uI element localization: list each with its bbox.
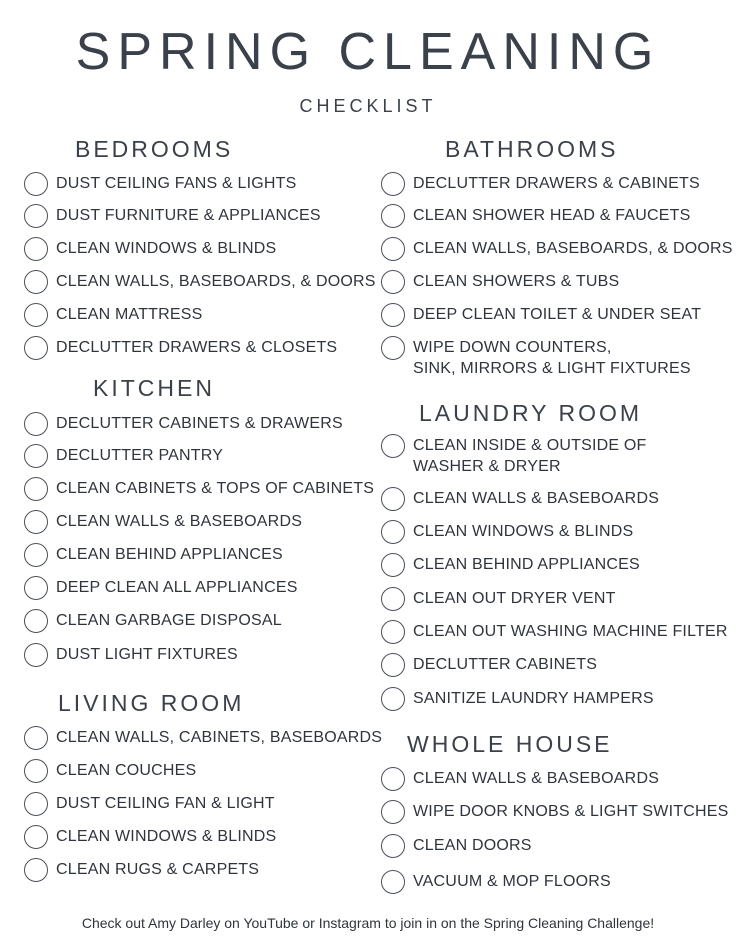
checklist-item[interactable] [381,270,619,294]
item-label [413,336,691,379]
section-heading-bathrooms: BATHROOMS [445,136,619,162]
checkbox-circle[interactable] [24,412,48,436]
item-label: DUST LIGHT FIXTURES [56,646,238,663]
item-label: CLEAN DOORS [413,837,532,854]
checklist-item[interactable] [24,237,276,261]
checkbox-circle[interactable] [24,858,48,882]
item-label: DUST FURNITURE & APPLIANCES [56,207,321,224]
checklist-item[interactable] [381,553,640,577]
checkbox-circle[interactable] [381,270,405,294]
item-label: CLEAN WINDOWS & BLINDS [56,240,277,257]
checklist-item[interactable] [24,477,374,501]
checkbox-circle[interactable] [24,543,48,567]
checklist-item[interactable] [24,204,321,228]
checkbox-circle[interactable] [381,687,405,711]
section-heading-bedrooms: BEDROOMS [75,136,234,162]
checkbox-circle[interactable] [24,172,48,196]
item-label: CLEAN WINDOWS & BLINDS [56,828,277,845]
checkbox-circle[interactable] [381,800,405,824]
item-label: DECLUTTER CABINETS [413,656,598,673]
item-label: CLEAN SHOWER HEAD & FAUCETS [413,207,691,224]
item-label-line: SINK, MIRRORS & LIGHT FIXTURES [413,360,691,377]
item-label: CLEAN CABINETS & TOPS OF CABINETS [56,480,375,497]
checkbox-circle[interactable] [381,204,405,228]
checklist-item[interactable] [24,303,203,327]
item-label: CLEAN MATTRESS [56,306,203,323]
checklist-item[interactable] [381,336,691,379]
checkbox-circle[interactable] [381,336,405,360]
checkbox-circle[interactable] [24,576,48,600]
section-heading-whole-house: WHOLE HOUSE [407,731,613,757]
checklist-item[interactable] [24,726,382,750]
checklist-item[interactable] [381,303,701,327]
checklist-item[interactable] [381,587,616,611]
item-label: DECLUTTER DRAWERS & CLOSETS [56,339,338,356]
item-label: DECLUTTER CABINETS & DRAWERS [56,415,343,432]
item-label: CLEAN WALLS, BASEBOARDS, & DOORS [56,273,376,290]
item-label: DEEP CLEAN TOILET & UNDER SEAT [413,306,702,323]
checklist-item[interactable] [24,825,276,849]
item-label: CLEAN WALLS, BASEBOARDS, & DOORS [413,240,733,257]
checkbox-circle[interactable] [381,434,405,458]
item-label-line: WASHER & DRYER [413,458,561,475]
checkbox-circle[interactable] [381,237,405,261]
checklist-item[interactable] [24,510,302,534]
checkbox-circle[interactable] [381,870,405,894]
checkbox-circle[interactable] [381,520,405,544]
checkbox-circle[interactable] [24,792,48,816]
checklist-item[interactable] [381,172,700,196]
checklist-item[interactable] [381,767,659,791]
checklist-item[interactable] [24,792,275,816]
checklist-item[interactable] [24,858,259,882]
checkbox-circle[interactable] [381,553,405,577]
checklist-item[interactable] [381,237,733,261]
checkbox-circle[interactable] [24,444,48,468]
checkbox-circle[interactable] [381,587,405,611]
checkbox-circle[interactable] [381,172,405,196]
item-label: DECLUTTER DRAWERS & CABINETS [413,175,700,192]
item-label: DUST CEILING FAN & LIGHT [56,795,275,812]
checkbox-circle[interactable] [24,643,48,667]
checkbox-circle[interactable] [24,726,48,750]
item-label: CLEAN WALLS & BASEBOARDS [413,770,660,787]
checkbox-circle[interactable] [24,204,48,228]
checkbox-circle[interactable] [24,759,48,783]
checkbox-circle[interactable] [24,609,48,633]
checkbox-circle[interactable] [381,767,405,791]
checklist-item[interactable] [24,576,298,600]
item-label: DECLUTTER PANTRY [56,447,224,464]
item-label: CLEAN OUT DRYER VENT [413,590,616,607]
checkbox-circle[interactable] [381,834,405,858]
checklist-item[interactable] [381,653,597,677]
item-label: CLEAN SHOWERS & TUBS [413,273,620,290]
checklist-item[interactable] [24,412,343,436]
checklist-item[interactable] [381,870,611,894]
checklist-item[interactable] [24,172,297,196]
checklist-item[interactable] [381,800,728,824]
page-title: SPRING CLEANING [75,23,661,81]
page-subtitle: CHECKLIST [299,96,437,116]
checklist-item[interactable] [24,643,238,667]
checklist-item[interactable] [381,834,532,858]
item-label: CLEAN RUGS & CARPETS [56,861,260,878]
checkbox-circle[interactable] [24,303,48,327]
checkbox-circle[interactable] [24,270,48,294]
checklist-item[interactable] [24,543,283,567]
section-heading-laundry-room: LAUNDRY ROOM [419,400,643,426]
checkbox-circle[interactable] [381,620,405,644]
item-label: CLEAN BEHIND APPLIANCES [56,546,283,563]
item-label: CLEAN OUT WASHING MACHINE FILTER [413,623,728,640]
checkbox-circle[interactable] [24,510,48,534]
item-label: CLEAN GARBAGE DISPOSAL [56,612,282,629]
item-label: CLEAN WINDOWS & BLINDS [413,523,634,540]
section-heading-living-room: LIVING ROOM [58,690,245,716]
item-label: CLEAN WALLS, CABINETS, BASEBOARDS [56,729,383,746]
checklist-item[interactable] [381,620,728,644]
checklist-item[interactable] [381,520,633,544]
checklist-item[interactable] [24,759,196,783]
checkbox-circle[interactable] [381,653,405,677]
item-label: CLEAN BEHIND APPLIANCES [413,556,640,573]
item-label-line: WIPE DOWN COUNTERS, [413,339,612,356]
item-label: WIPE DOOR KNOBS & LIGHT SWITCHES [413,803,729,820]
checklist-item[interactable] [24,444,223,468]
checkbox-circle[interactable] [24,237,48,261]
checklist-item[interactable] [381,487,659,511]
checklist-item[interactable] [381,687,654,711]
checkbox-circle[interactable] [24,825,48,849]
checklist-item[interactable] [381,204,690,228]
section-heading-kitchen: KITCHEN [93,375,215,401]
item-label: VACUUM & MOP FLOORS [413,873,611,890]
item-label: DUST CEILING FANS & LIGHTS [56,175,297,192]
checkbox-circle[interactable] [381,303,405,327]
item-label [413,434,646,477]
checklist-item[interactable] [381,434,646,477]
item-label: CLEAN WALLS & BASEBOARDS [56,513,303,530]
footer-note: Check out Amy Darley on YouTube or Instagram to join in on the Spring Cleaning Challenge! [81,915,655,931]
item-label-line: CLEAN INSIDE & OUTSIDE OF [413,437,647,454]
checklist-item[interactable] [24,609,282,633]
item-label: CLEAN COUCHES [56,762,197,779]
item-label: CLEAN WALLS & BASEBOARDS [413,490,660,507]
checkbox-circle[interactable] [24,477,48,501]
checkbox-circle[interactable] [381,487,405,511]
item-label: SANITIZE LAUNDRY HAMPERS [413,690,654,707]
checklist-item[interactable] [24,270,376,294]
checklist-item[interactable] [24,336,337,360]
checkbox-circle[interactable] [24,336,48,360]
item-label: DEEP CLEAN ALL APPLIANCES [56,579,298,596]
